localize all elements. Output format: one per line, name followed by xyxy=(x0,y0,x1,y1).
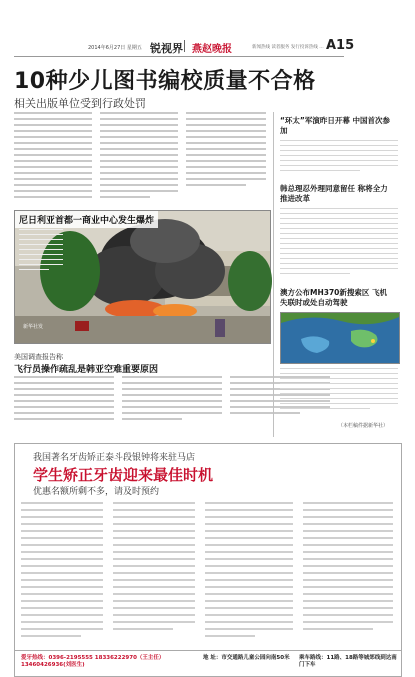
ad-headline: 学生矫正牙齿迎来最佳时机 xyxy=(33,466,214,484)
news-photo xyxy=(14,210,271,344)
ad-hotline: 爱牙热线：0396-2195555 18336222970（王主任） 13460426936(刘医生) xyxy=(21,655,165,668)
sidebar-body-3 xyxy=(280,368,398,418)
dental-advertisement xyxy=(14,443,402,677)
sidebar-body-2 xyxy=(280,208,398,278)
search-area-map xyxy=(280,312,400,364)
sidebar-credit: （本栏稿件据新华社） xyxy=(338,423,389,429)
story2-kicker: 美国调查报告称 xyxy=(14,353,63,361)
sidebar-headline-1: “环太”军演昨日开幕 中国首次参加 xyxy=(280,116,390,135)
sidebar xyxy=(278,112,400,442)
story2-headline: 飞行员操作疏乱是韩亚空难重要原因 xyxy=(14,365,159,375)
divider xyxy=(184,40,185,52)
ad-subhead: 优惠名额所剩不多，请及时预约 xyxy=(33,487,160,497)
ad-address: 地 址：市交通路儿童公园向南50米 xyxy=(203,655,290,661)
section-name: 锐视界 xyxy=(150,42,183,55)
date-line: 2014年6月27日 星期五 xyxy=(88,45,142,51)
sidebar-divider xyxy=(273,112,274,437)
sidebar-headline-2: 韩总理忍外理同意留任 称将全力推进改革 xyxy=(280,184,388,203)
lead-subhead: 相关出版单位受到行政处罚 xyxy=(14,97,146,110)
masthead-rule xyxy=(14,56,344,57)
sidebar-body-1 xyxy=(280,140,398,180)
masthead xyxy=(0,0,415,60)
photo-caption-text xyxy=(19,229,63,309)
ad-kicker: 我国著名牙齿矫正泰斗段银钟将来驻马店 xyxy=(33,453,196,463)
paper-logo: 燕赵晚报 xyxy=(192,44,232,55)
sidebar-headline-3: 澳方公布MH370新搜索区 飞机失联时或处自动驾驶 xyxy=(280,288,388,307)
ad-bus-route: 乘车路线：11路、18路等城郊线到达南门下车 xyxy=(299,655,397,668)
page-number: A15 xyxy=(326,38,355,53)
lead-headline: 10种少儿图书编校质量不合格 xyxy=(14,69,316,94)
lead-article-body xyxy=(14,112,269,217)
contacts-line: 新闻热线 读者服务 发行投诉热线 … xyxy=(252,45,324,50)
ad-footer xyxy=(15,650,401,677)
photo-caption-title: 尼日利亚首都一商业中心发生爆炸 xyxy=(15,211,158,228)
ad-body-text xyxy=(21,502,395,647)
photo-credit: 新华社发 xyxy=(23,324,44,330)
